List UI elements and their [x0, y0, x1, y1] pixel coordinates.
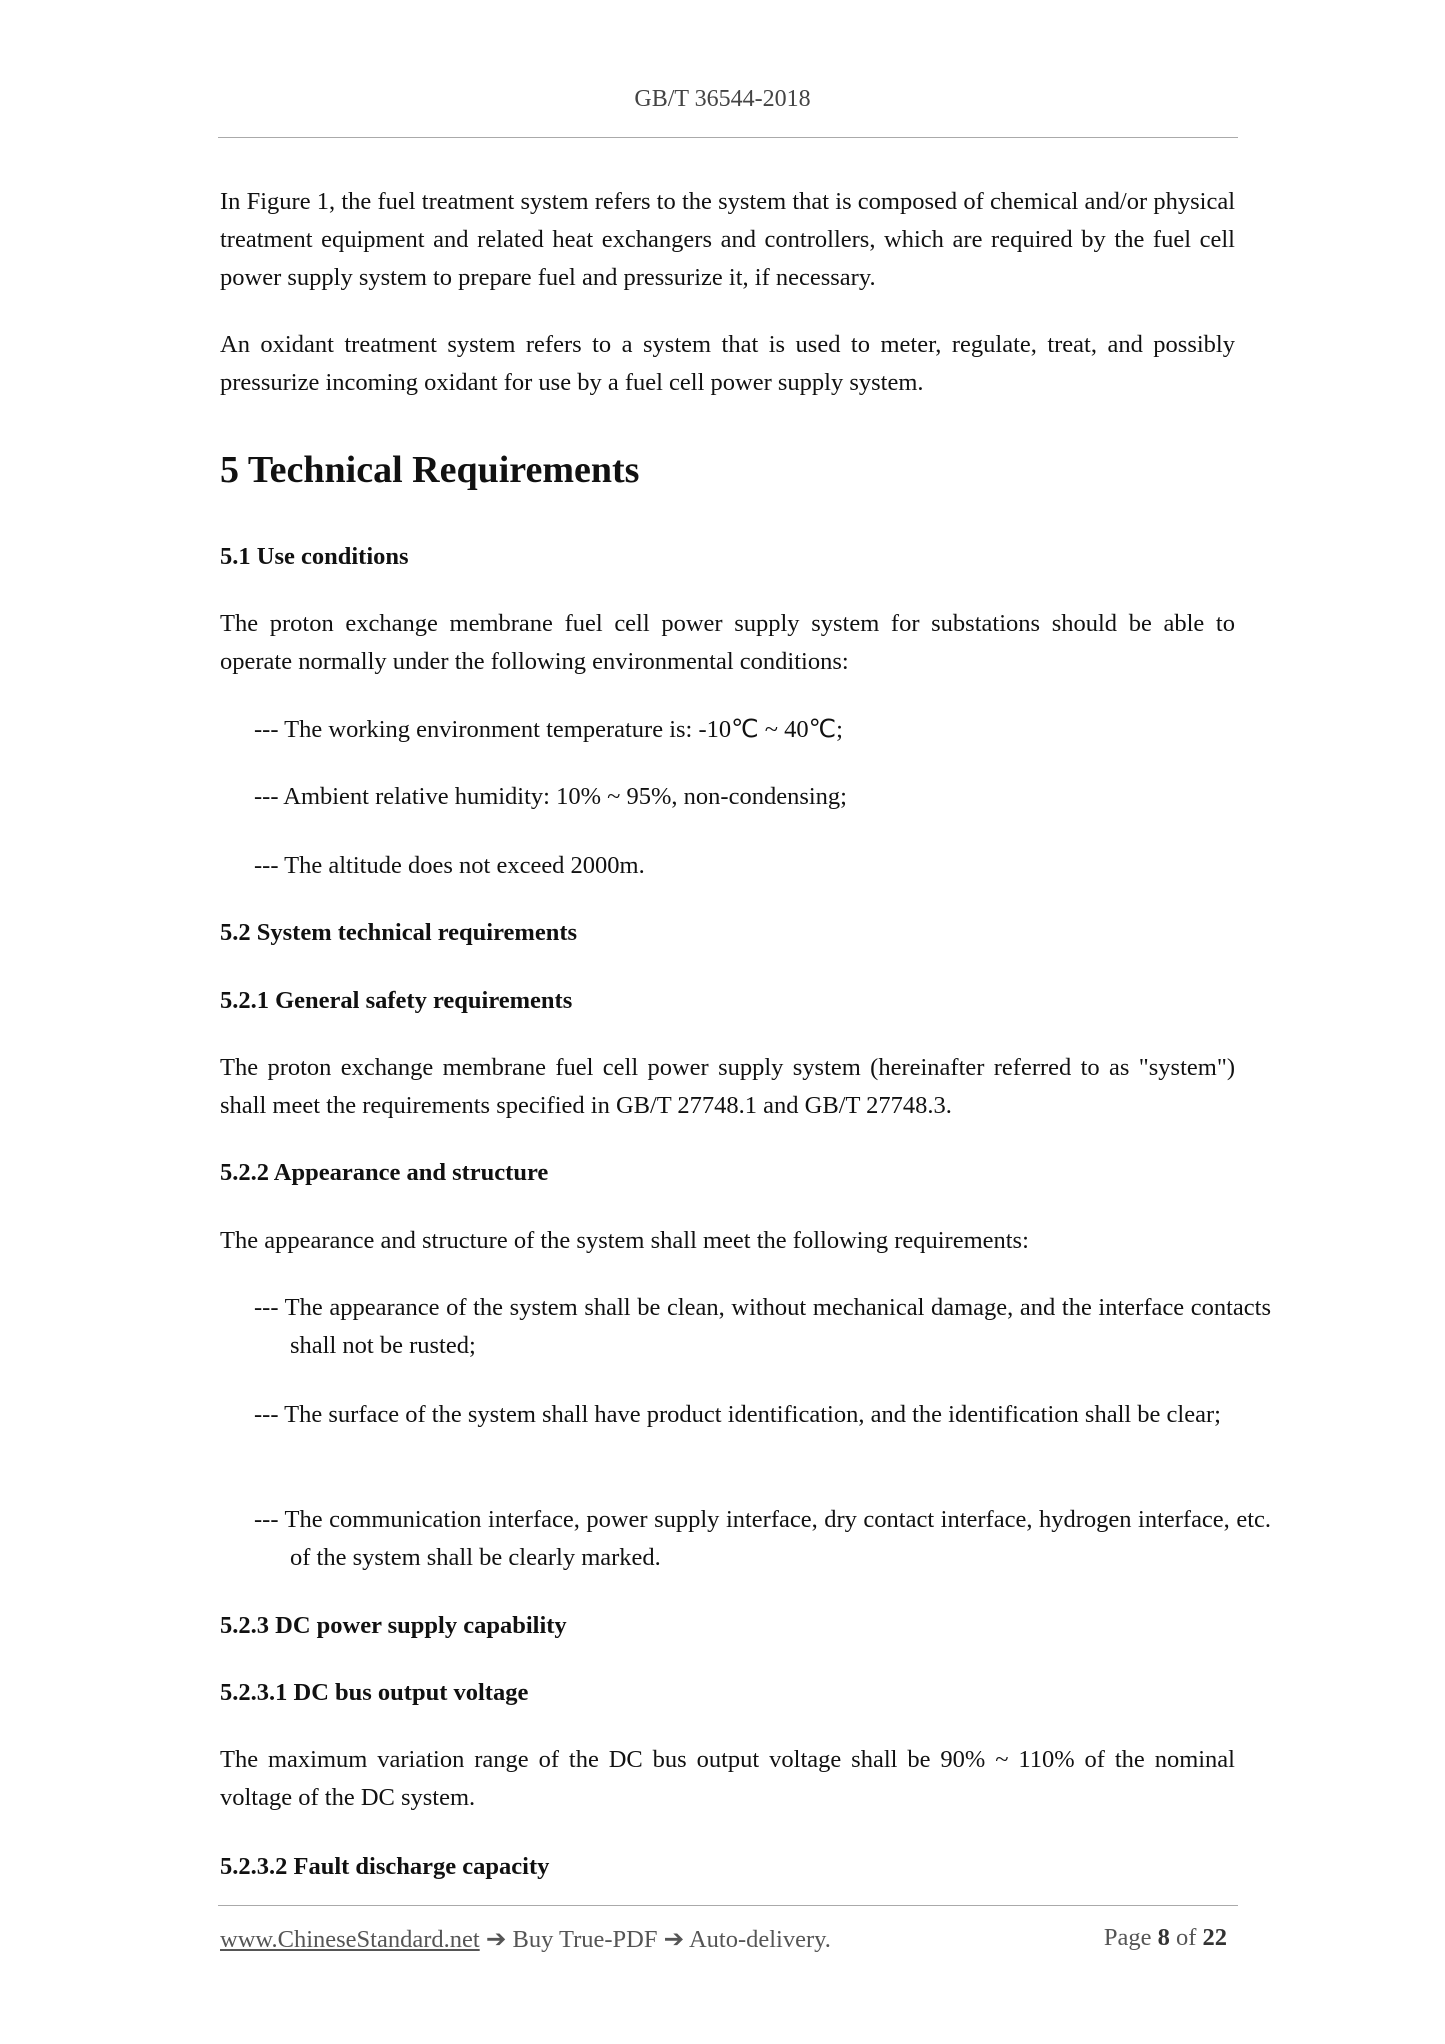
- page-label: Page: [1103, 1924, 1152, 1951]
- footer-promo: [220, 1924, 831, 1954]
- paragraph-appearance: The appearance and structure of the system shall meet the following requirements:: [220, 1227, 1029, 1254]
- heading-5-2-3: 5.2.3 DC power supply capability: [220, 1612, 567, 1639]
- paragraph-general-safety: The proton exchange membrane fuel cell power supply system (hereinafter referred to as "system") shall meet the requirements specified in GB/T 27748.1 and GB/T 27748.3.: [220, 1054, 1235, 1119]
- paragraph-use-conditions: The proton exchange membrane fuel cell power supply system for substations should be able to operate normally under the following environmental conditions:: [220, 610, 1235, 675]
- auto-delivery-text: Auto-delivery.: [688, 1926, 831, 1953]
- of-label: of: [1175, 1924, 1197, 1951]
- arrow-right-icon: ➔: [485, 1926, 507, 1953]
- list-item: --- Ambient relative humidity: 10% ~ 95%, non-condensing;: [254, 783, 847, 810]
- buy-pdf-text: Buy True-PDF: [512, 1926, 658, 1953]
- paragraph-oxidant-treatment: An oxidant treatment system refers to a system that is used to meter, regulate, treat, and possibly pressurize incoming oxidant for use by a fuel cell power supply system.: [220, 331, 1235, 396]
- list-item: --- The communication interface, power supply interface, dry contact interface, hydrogen interface, etc. of the system shall be clearly marked.: [254, 1506, 1271, 1571]
- heading-5-2: 5.2 System technical requirements: [220, 919, 578, 946]
- heading-5-1: 5.1 Use conditions: [220, 543, 409, 570]
- header-divider: [218, 137, 1238, 138]
- heading-5-2-2: 5.2.2 Appearance and structure: [220, 1159, 549, 1186]
- heading-5-2-3-2: 5.2.3.2 Fault discharge capacity: [220, 1853, 550, 1880]
- page-number: 8: [1157, 1924, 1170, 1951]
- section-heading-5: 5 Technical Requirements: [220, 449, 640, 491]
- list-item: --- The appearance of the system shall be clean, without mechanical damage, and the interface contacts shall not be rusted;: [254, 1294, 1271, 1359]
- arrow-right-icon: ➔: [663, 1926, 685, 1953]
- page-indicator: [1104, 1924, 1227, 1952]
- paragraph-fuel-treatment: In Figure 1, the fuel treatment system refers to the system that is composed of chemical and/or physical treatment equipment and related heat exchangers and controllers, which are required by the fuel cell power supply system to prepare fuel and pressurize it, if necessary.: [220, 188, 1235, 291]
- list-item: --- The working environment temperature is: -10℃ ~ 40℃;: [254, 716, 843, 743]
- heading-5-2-1: 5.2.1 General safety requirements: [220, 987, 573, 1014]
- heading-5-2-3-1: 5.2.3.1 DC bus output voltage: [220, 1679, 529, 1706]
- paragraph-dc-bus-voltage: The maximum variation range of the DC bus output voltage shall be 90% ~ 110% of the nominal voltage of the DC system.: [220, 1746, 1235, 1811]
- list-item: --- The surface of the system shall have product identification, and the identification shall be clear;: [254, 1401, 1221, 1428]
- list-item: --- The altitude does not exceed 2000m.: [254, 852, 645, 879]
- website-link[interactable]: www.ChineseStandard.net: [220, 1926, 480, 1953]
- total-pages: 22: [1202, 1924, 1227, 1951]
- document-id-header: GB/T 36544-2018: [634, 86, 811, 112]
- footer-divider: [218, 1905, 1238, 1906]
